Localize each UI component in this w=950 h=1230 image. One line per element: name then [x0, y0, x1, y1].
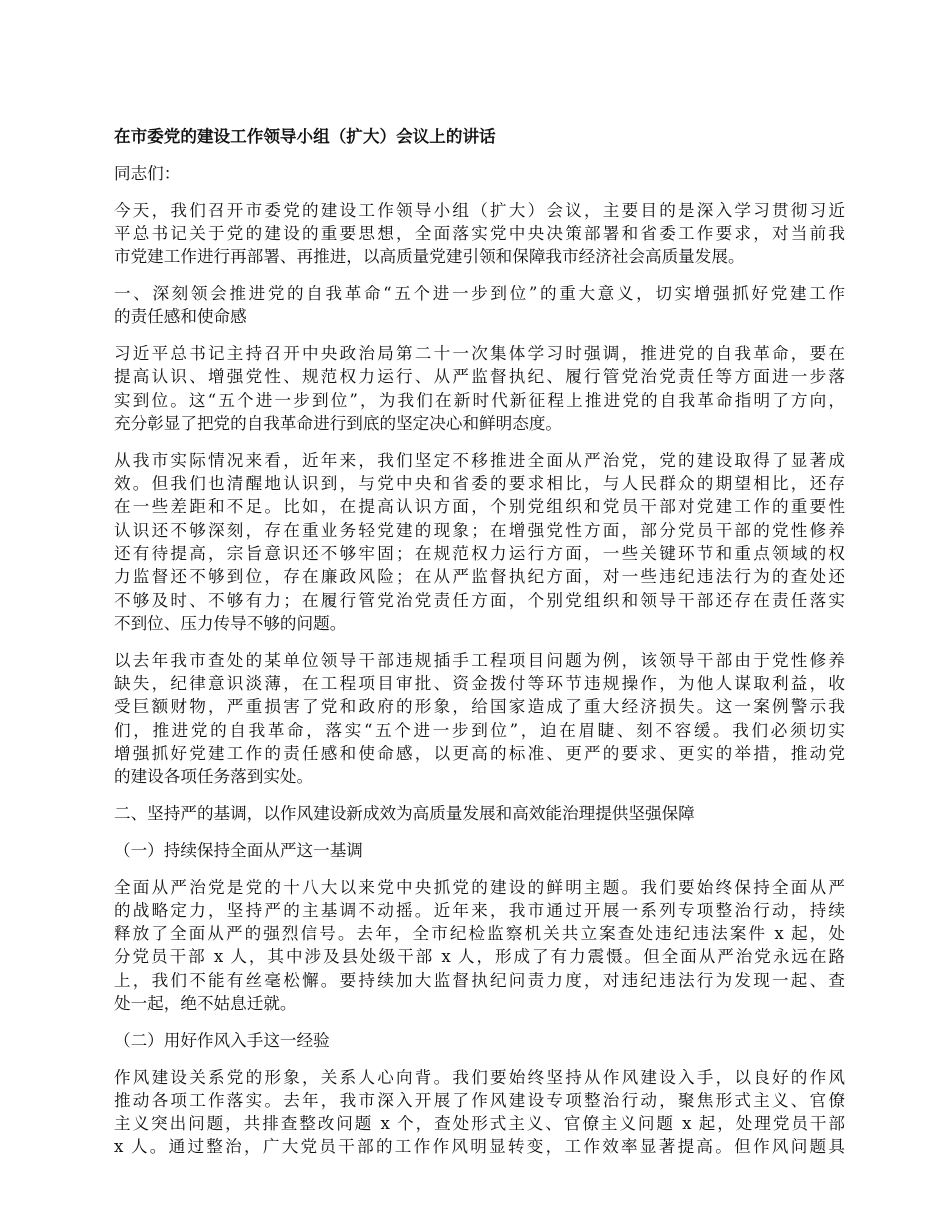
- text-line: 们，推进党的自我革命，落实“五个进一步到位”，迫在眉睫、刻不容缓。我们必须切实: [114, 720, 845, 740]
- text-line: 受巨额财物，严重损害了党和政府的形象，给国家造成了重大经济损失。这一案例警示我: [114, 697, 845, 717]
- text-line: 的责任感和使命感: [114, 307, 247, 327]
- text-line: 在市委党的建设工作领导小组（扩大）会议上的讲话: [114, 127, 496, 146]
- paragraph: [114, 1066, 845, 1159]
- text-line: x 人。通过整治，广大党员干部的工作作风明显转变，工作效率显著提高。但作风问题具: [114, 1137, 845, 1157]
- paragraph: [114, 342, 845, 435]
- text-line: 作风建设关系党的形象，关系人心向背。我们要始终坚持从作风建设入手，以良好的作风: [114, 1067, 845, 1087]
- paragraph: [114, 876, 845, 1016]
- subheading: [114, 839, 845, 862]
- text-line: 不到位、压力传导不够的问题。: [114, 613, 347, 633]
- text-line: 增强抓好党建工作的责任感和使命感，以更高的标准、更严的要求、更实的举措，推动党: [114, 743, 845, 763]
- text-line: 习近平总书记主持召开中央政治局第二十一次集体学习时强调，推进党的自我革命，要在: [114, 344, 845, 364]
- text-line: 主义突出问题，共排查整改问题 x 个，查处形式主义、官僚主义问题 x 起，处理党员干部: [114, 1114, 845, 1134]
- text-line: 今天，我们召开市委党的建设工作领导小组（扩大）会议，主要目的是深入学习贯彻习近: [114, 200, 845, 220]
- heading: [114, 282, 845, 329]
- text-line: 分党员干部 x 人，其中涉及县处级干部 x 人，形成了有力震慑。但全面从严治党永远在路: [114, 947, 845, 967]
- text-line: 实到位。这“五个进一步到位”，为我们在新时代新征程上推进党的自我革命指明了方向，: [114, 390, 845, 410]
- text-line: 效。但我们也清醒地认识到，与党中央和省委的要求相比，与人民群众的期望相比，还存: [114, 474, 845, 494]
- text-line: （二）用好作风入手这一经验: [114, 1030, 330, 1050]
- document-title: [114, 125, 845, 148]
- text-line: 二、坚持严的基调，以作风建设新成效为高质量发展和高效能治理提供坚强保障: [114, 803, 695, 823]
- heading: [114, 802, 845, 825]
- text-line: 认识还不够深刻，存在重业务轻党建的现象；在增强党性方面，部分党员干部的党性修养: [114, 520, 845, 540]
- text-line: 力监督还不够到位，存在廉政风险；在从严监督执纪方面，对一些违纪违法行为的查处还: [114, 567, 845, 587]
- text-line: 还有待提高，宗旨意识还不够牢固；在规范权力运行方面，一些关键环节和重点领域的权: [114, 543, 845, 563]
- text-line: 不够及时、不够有力；在履行管党治党责任方面，个别党组织和领导干部还存在责任落实: [114, 590, 845, 610]
- text-line: 以去年我市查处的某单位领导干部违规插手工程项目问题为例，该领导干部由于党性修养: [114, 650, 845, 670]
- paragraph: [114, 649, 845, 789]
- document-body: [114, 125, 845, 1172]
- text-line: 缺失，纪律意识淡薄，在工程项目审批、资金拨付等环节违规操作，为他人谋取利益，收: [114, 673, 845, 693]
- text-line: 的战略定力，坚持严的主基调不动摇。近年来，我市通过开展一系列专项整治行动，持续: [114, 900, 845, 920]
- subheading: [114, 1029, 845, 1052]
- text-line: 同志们：: [114, 163, 181, 183]
- text-line: 平总书记关于党的建设的重要思想，全面落实党中央决策部署和省委工作要求，对当前我: [114, 223, 845, 243]
- text-line: 全面从严治党是党的十八大以来党中央抓党的建设的鲜明主题。我们要始终保持全面从严: [114, 877, 845, 897]
- text-line: 释放了全面从严的强烈信号。去年，全市纪检监察机关共立案查处违纪违法案件 x 起，处: [114, 924, 845, 944]
- text-line: 处一起，绝不姑息迁就。: [114, 994, 297, 1013]
- text-line: 充分彰显了把党的自我革命进行到底的坚定决心和鲜明态度。: [114, 413, 563, 433]
- paragraph: [114, 199, 845, 269]
- text-line: 在一些差距和不足。比如，在提高认识方面，个别党组织和党员干部对党建工作的重要性: [114, 497, 845, 517]
- text-line: 的建设各项任务落到实处。: [114, 767, 314, 787]
- text-line: 提高认识、增强党性、规范权力运行、从严监督执纪、履行管党治党责任等方面进一步落: [114, 367, 845, 387]
- text-line: 市党建工作进行再部署、再推进，以高质量党建引领和保障我市经济社会高质量发展。: [114, 247, 745, 267]
- text-line: （一）持续保持全面从严这一基调: [114, 840, 363, 860]
- text-line: 推动各项工作落实。去年，我市深入开展了作风建设专项整治行动，聚焦形式主义、官僚: [114, 1090, 845, 1110]
- paragraph: [114, 449, 845, 635]
- salutation: [114, 162, 845, 185]
- text-line: 从我市实际情况来看，近年来，我们坚定不移推进全面从严治党，党的建设取得了显著成: [114, 450, 845, 470]
- text-line: 一、深刻领会推进党的自我革命“五个进一步到位”的重大意义，切实增强抓好党建工作: [114, 283, 845, 303]
- text-line: 上，我们不能有丝毫松懈。要持续加大监督执纪问责力度，对违纪违法行为发现一起、查: [114, 970, 845, 990]
